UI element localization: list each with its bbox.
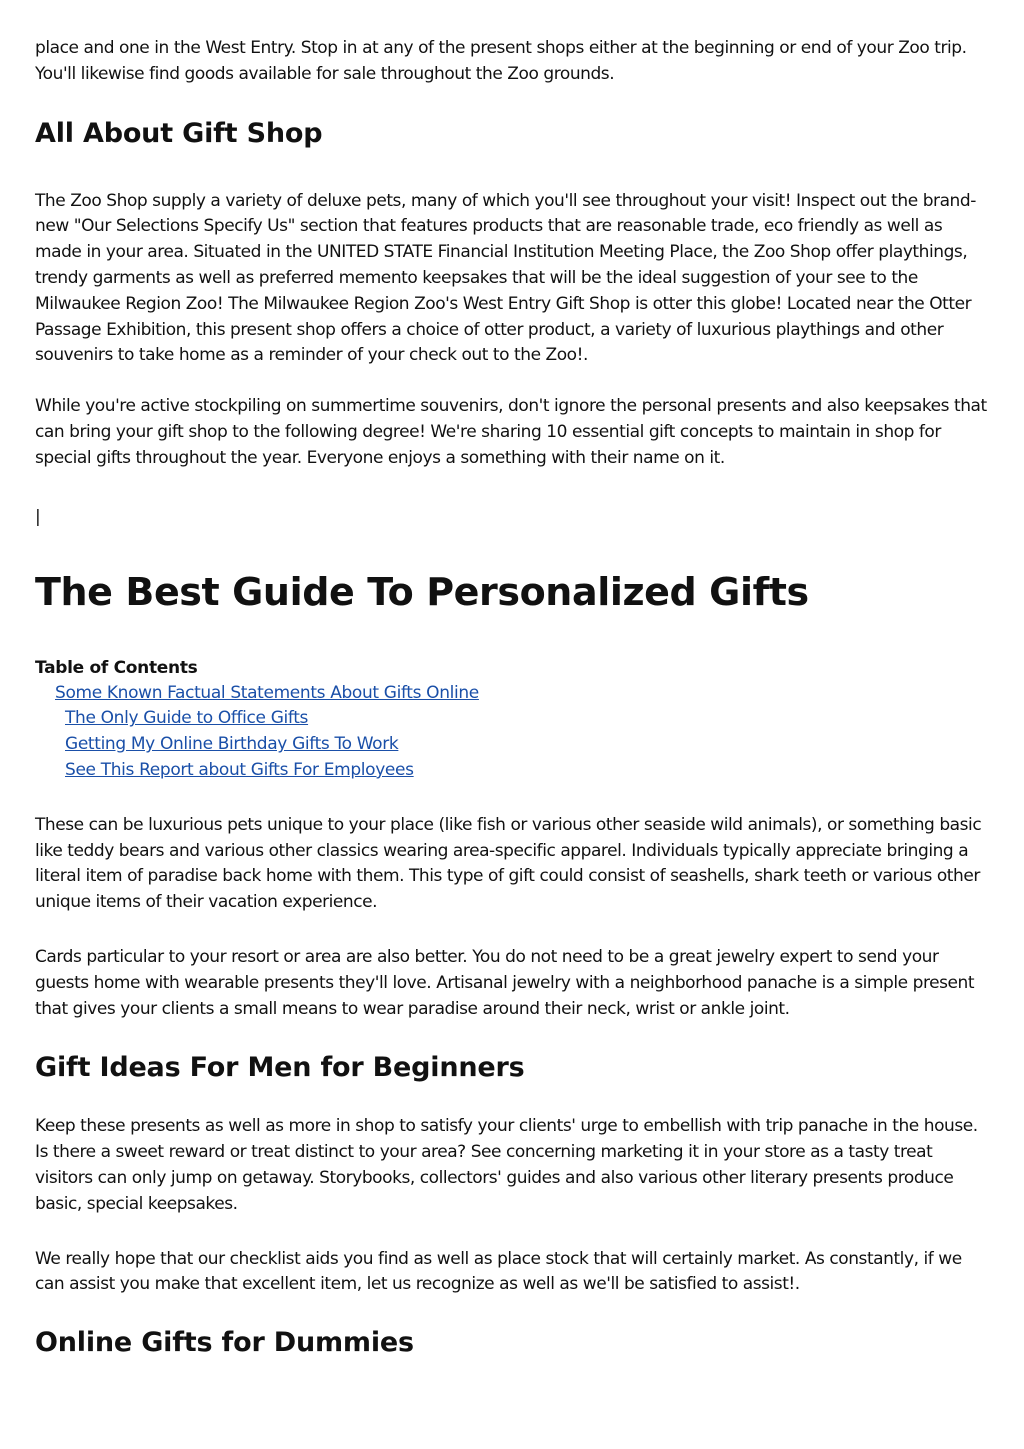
paragraph-zoo-shop: The Zoo Shop supply a variety of deluxe pets, many of which you'll see throughout your visit! Inspect out the brand-new "Our Selections Specify Us" section that features products that are reasonable trade, eco friendly as well as made in your area. Situated in the UNITED STATE Financial Institution Meeting Place, the Zoo Shop offer playthings, trendy garments as well as preferred memento keepsakes that will be the ideal suggestion of your see to the Milwaukee Region Zoo! The Milwaukee Region Zoo's West Entry Gift Shop is otter this globe! Located near the Otter Passage Exhibition, this present shop offers a choice of otter product, a variety of luxurious playthings and other souvenirs to take home as a reminder of your check out to the Zoo!. [35, 190, 976, 366]
document-page [35, 36, 990, 1360]
toc-link-gifts-employees[interactable]: See This Report about Gifts For Employees [65, 759, 414, 780]
heading-gift-ideas-men: Gift Ideas For Men for Beginners [35, 1052, 525, 1084]
paragraph-cards: Cards particular to your resort or area are also better. You do not need to be a great jewelry expert to send your guests home with wearable presents they'll love. Artisanal jewelry with a neighborhood panache is a simple present that gives your clients a small means to wear paradise around their neck, wrist or ankle joint. [35, 946, 975, 1019]
toc-link-gifts-online[interactable]: Some Known Factual Statements About Gifts Online [55, 682, 479, 703]
toc-link-office-gifts[interactable]: The Only Guide to Office Gifts [65, 708, 309, 729]
paragraph-these: These can be luxurious pets unique to your place (like fish or various other seaside wild animals), or something basic like teddy bears and various other classics wearing area-specific apparel. Individuals typically appreciate bringing a literal item of paradise back home with them. This type of gift could consist of seashells, shark teeth or various other unique items of their vacation experience. [35, 814, 982, 913]
toc-link-birthday-gifts[interactable]: Getting My Online Birthday Gifts To Work [65, 734, 399, 755]
heading-online-gifts: Online Gifts for Dummies [35, 1327, 414, 1359]
page-title: The Best Guide To Personalized Gifts [35, 569, 809, 614]
paragraph-while: While you're active stockpiling on summertime souvenirs, don't ignore the personal presents and also keepsakes that can bring your gift shop to the following degree! We're sharing 10 essential gift concepts to maintain in shop for special gifts throughout the year. Everyone enjoys a something with their name on it. [35, 396, 987, 468]
toc-title: Table of Contents [35, 657, 198, 678]
toc-item [35, 732, 990, 758]
intro-paragraph: place and one in the West Entry. Stop in at any of the present shops either at the beginning or end of your Zoo trip. You'll likewise find goods available for sale throughout the Zoo grounds. [35, 38, 967, 84]
toc-item [35, 681, 990, 707]
toc-item [35, 758, 990, 784]
toc-item [35, 706, 990, 732]
paragraph-hope: We really hope that our checklist aids you find as well as place stock that will certainly market. As constantly, if we can assist you make that excellent item, let us recognize as well as we'll be satisfied to assist!. [35, 1248, 962, 1295]
heading-gift-shop: All About Gift Shop [35, 117, 323, 149]
table-of-contents [35, 681, 990, 784]
separator-mark: | [35, 506, 41, 527]
paragraph-keep: Keep these presents as well as more in shop to satisfy your clients' urge to embellish with trip panache in the house. Is there a sweet reward or treat distinct to your area? See concerning marketing it in your store as a tasty treat visitors can only jump on getaway. Storybooks, collectors' guides and also various other literary presents produce basic, special keepsakes. [35, 1116, 978, 1214]
